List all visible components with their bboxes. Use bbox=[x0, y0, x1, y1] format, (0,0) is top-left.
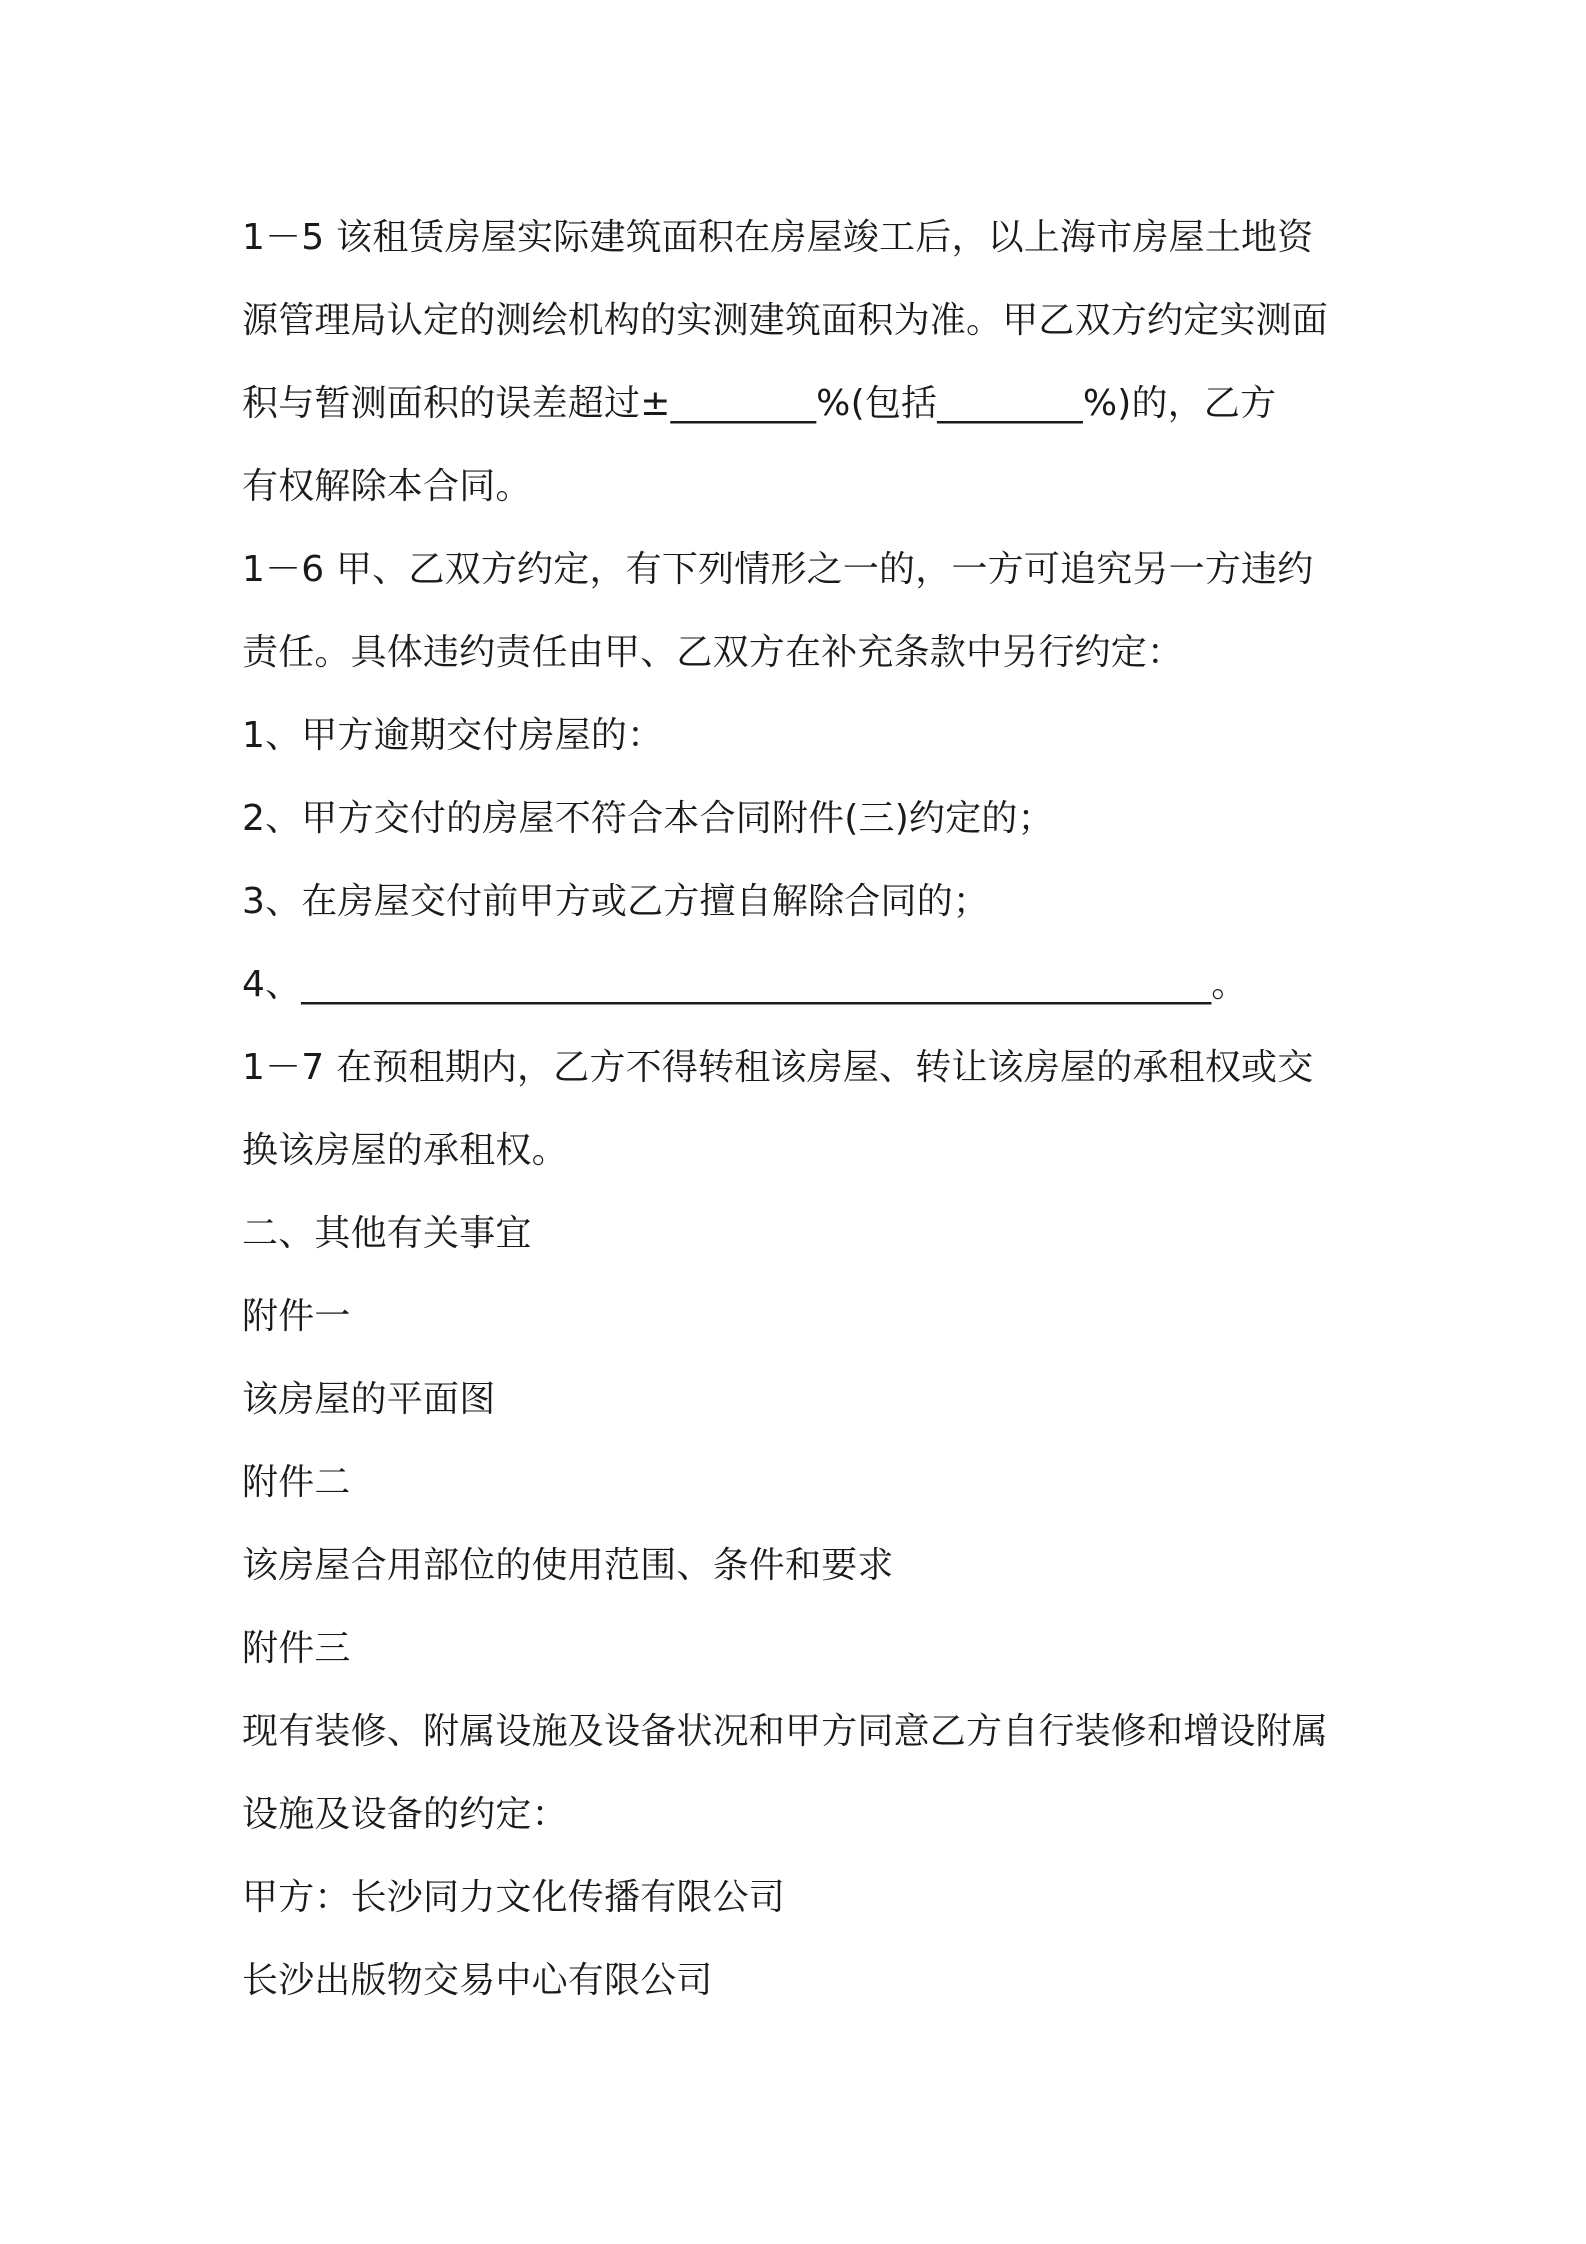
clause-1-5-line-1: 1－5 该租赁房屋实际建筑面积在房屋竣工后，以上海市房屋土地资 bbox=[242, 217, 1314, 258]
party-a-name-2: 长沙出版物交易中心有限公司 bbox=[242, 1960, 713, 2001]
attachment-2-title: 该房屋合用部位的使用范围、条件和要求 bbox=[242, 1545, 894, 1586]
attachment-1-title: 该房屋的平面图 bbox=[242, 1379, 496, 1420]
clause-1-5-line-4: 有权解除本合同。 bbox=[242, 466, 532, 507]
attachment-3-title-line-1: 现有装修、附属设施及设备状况和甲方同意乙方自行装修和增设附属 bbox=[242, 1711, 1329, 1752]
clause-1-5-line-3: 积与暂测面积的误差超过±________%(包括________%)的，乙方 bbox=[242, 383, 1277, 424]
attachment-2-heading: 附件二 bbox=[242, 1462, 351, 1503]
clause-1-6-line-1: 1－6 甲、乙双方约定，有下列情形之一的，一方可追究另一方违约 bbox=[242, 549, 1314, 590]
attachment-1-heading: 附件一 bbox=[242, 1296, 351, 1337]
attachment-3-heading: 附件三 bbox=[242, 1628, 351, 1669]
breach-item-3: 3、在房屋交付前甲方或乙方擅自解除合同的； bbox=[242, 881, 990, 922]
document-body bbox=[242, 196, 1352, 2022]
attachment-3-title-line-2: 设施及设备的约定： bbox=[242, 1794, 568, 1835]
clause-1-7-line-2: 换该房屋的承租权。 bbox=[242, 1130, 568, 1171]
clause-1-7-line-1: 1－7 在预租期内，乙方不得转租该房屋、转让该房屋的承租权或交 bbox=[242, 1047, 1314, 1088]
party-a-name: 甲方：长沙同力文化传播有限公司 bbox=[242, 1877, 786, 1918]
breach-item-1: 1、甲方逾期交付房屋的： bbox=[242, 715, 664, 756]
clause-1-5-line-2: 源管理局认定的测绘机构的实测建筑面积为准。甲乙双方约定实测面 bbox=[242, 300, 1329, 341]
breach-item-4: 4、__________________________________________________。 bbox=[242, 964, 1248, 1005]
breach-item-2: 2、甲方交付的房屋不符合本合同附件(三)约定的； bbox=[242, 798, 1054, 839]
section-heading-other-matters: 二、其他有关事宜 bbox=[242, 1213, 532, 1254]
clause-1-6-line-2: 责任。具体违约责任由甲、乙双方在补充条款中另行约定： bbox=[242, 632, 1184, 673]
